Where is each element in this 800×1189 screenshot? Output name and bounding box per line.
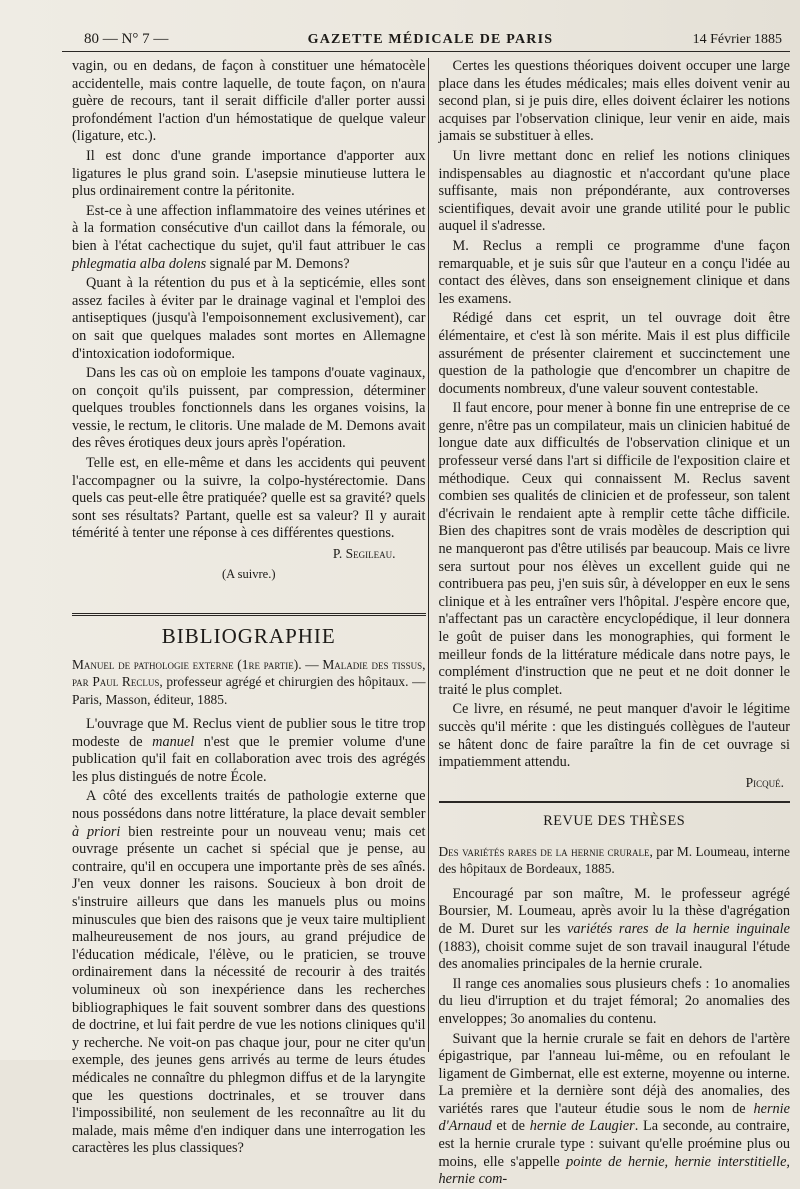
text-run: , par M. Loumeau, interne des hôpitaux de Bordeaux, 1885. <box>438 843 790 877</box>
paragraph: Quant à la rétention du pus et à la septicémie, elles sont assez faciles à éviter par le drainage vaginal et l'emploi des antiseptiques (jusqu'à l'empoisonnement exclusivement), car on sait que quelques malades sont mortes en Allemagne d'intoxication iodoformique. <box>72 275 426 362</box>
page-header <box>62 28 790 52</box>
paragraph: Ce livre, en résumé, ne peut manquer d'avoir le légitime succès qu'il mérite : que les distingués collègues de l'auteur se hâtent donc de faire paraître la fin de cet ouvrage si impatiemment attendu. <box>438 701 790 771</box>
paragraph: Dans les cas où on emploie les tampons d'ouate vaginaux, on conçoit qu'ils puissent, par compression, déterminer quelques troubles fonctionnels dans les organes voisins, la vessie, le rectum, le clitoris. Une malade de M. Demons avait des rêves érotiques deux jours après l'opération. <box>72 365 426 452</box>
section-divider <box>72 613 426 616</box>
italic-term: variétés rares de la hernie inguinale <box>567 920 790 937</box>
reviewer-signature: Picqué. <box>745 774 784 790</box>
section-title-bibliographie: BIBLIOGRAPHIE <box>161 624 336 649</box>
italic-term: à priori <box>72 823 121 840</box>
italic-term: hernie de Laugier <box>529 1118 635 1135</box>
paragraph: Un livre mettant donc en relief les notions cliniques indispensables au diagnostic et n'accordant qu'une place suffisante, mais non prépondérante, aux controverses scientifiques, devait avoir une grande utilité pour le public auquel il s'adresse. <box>438 147 790 235</box>
text-run: L'ouvrage que M. Reclus vient de publier sous le titre trop modeste de <box>72 716 426 750</box>
text-run: , professeur agrégé et chirurgien des hôpitaux. — Paris, Masson, éditeur, 1885. <box>72 674 426 707</box>
text-run: bien restreinte pour un nouveau venu; mais cet ouvrage présente un cachet si spécial que je pense, au contraire, qu'il en occupera une importante près de ses aînés. J'en veux donner les raisons. Soucieux à bon droit de s'instruire ailleurs que dans les manuels plus ou moins minuscules que bien des raisons que je veux taire multiplient malheureusement de nos jours, au grand préjudice de l'éducation médicale, l'élève, ou le praticien, se trouve ordinairement dans la nécessité de recourir à des traités volumineux où son inexpérience dans les recherches bibliographiques le fait souvent sombrer dans des questions de doctrine, et lui fait perdre de vue les notions cliniques qu'il y recherche. Ne voit-on pas chaque jour, pour ne citer qu'un exemple, des jeunes gens arrivés au terme de leurs études médicales ne connaître du phlegmon diffus et de la laryngite que les questions doctrinales, et se trouver dans l'impossibilité, non seulement de les reconnaître au lit du malade, mais même d'en indiquer dans une interrogation les caractères les plus classiques? <box>72 823 426 1157</box>
italic-term: hernie d'Arnaud <box>438 1100 790 1135</box>
text-run: Manuel de pathologie externe (1re partie). — Maladie des tissus, par <box>72 656 426 690</box>
text-run: A côté des excellents traités de pathologie externe que nous possédons dans notre littérature, la place devait sembler <box>72 788 426 822</box>
text-run: . La seconde, au contraire, est la hernie crurale type : suivant qu'elle proémine plus ou moins, elle s'appelle <box>438 1118 790 1170</box>
continued-note: (A suivre.) <box>222 566 276 581</box>
issue-number: N° 7 <box>121 31 150 47</box>
right-column <box>429 52 791 1188</box>
paragraph: Il est donc d'une grande importance d'apporter aux ligatures le plus grand soin. L'asepsie minutieuse luttera le plus ordinairement contre la péritonite. <box>72 147 426 200</box>
columns <box>62 52 790 1188</box>
paragraph <box>72 203 426 273</box>
journal-title: GAZETTE MÉDICALE DE PARIS <box>307 32 554 47</box>
text-run: et de <box>491 1118 530 1135</box>
italic-term: manuel <box>152 733 195 750</box>
book-reference <box>72 656 426 708</box>
paragraph: M. Reclus a rempli ce programme d'une façon remarquable, et je suis sûr que l'auteur en a conçu l'idée au contact des élèves, dans son enseignement clinique et dans les examens. <box>438 237 790 307</box>
text-run: signalé par M. Demons? <box>206 255 350 272</box>
paragraph: Rédigé dans cet esprit, un tel ouvrage doit être élémentaire, et c'est là son mérite. Mais il est plus difficile assurément de présenter clairement et succinctement une question de la pathologie que d'encombrer un chapitre de documents nombreux, d'une valeur souvent contestable. <box>438 310 790 397</box>
section-divider <box>439 801 791 803</box>
page-number-group: 80 — N° 7 — <box>84 31 169 47</box>
text-run: Suivant que la hernie crurale se fait en dehors de l'artère épigastrique, par l'anneau lui-même, ou en refoulant le ligament de Gimbernat, elle est externe, moyenne ou interne. La première et la dernière sont déjà des anomalies, des variétés rares que l'auteur étudie sous le nom de <box>438 1030 790 1117</box>
thesis-reference <box>439 843 791 878</box>
paragraph: Il range ces anomalies sous plusieurs chefs : 1o anomalies du lieu d'irruption et du trajet fémoral; 2o anomalies des enveloppes; 3o anomalies du contenu. <box>438 975 790 1027</box>
paragraph <box>72 788 426 1157</box>
paragraph: Il faut encore, pour mener à bonne fin une entreprise de ce genre, n'être pas un compilateur, mais un clinicien habitué de longue date aux difficultés de l'observation clinique et un professeur versé dans l'art si difficile de l'exposition claire et méthodique. Ceux qui connaissent M. Reclus savent combien ses qualités de clinicien et de professeur, son talent d'écrivain le rendaient apte à remplir cette tâche difficile. Bien des chapitres sont de vrais modèles de description qui ne manqueront pas d'être utilisés par beaucoup. Mais ce livre sera surtout pour nos élèves un excellent guide qui ne contribuera pas peu, j'en suis sûr, à développer en eux le sens clinique et à les entraîner vers l'hôpital. J'espère encore que, n'affectant pas un caractère encyclopédique, il leur donnera le goût de puiser dans les monographies, qui forment le meilleur fonds de la littérature médicale dans notre pays, le complément d'instruction que ne peut et ne doit donner le traité le plus complet. <box>438 400 790 698</box>
paragraph: Telle est, en elle-même et dans les accidents qui peuvent l'accompagner ou la suivre, la colpo-hystérectomie. Dans quels cas peut-elle être pratiquée? quelle est sa gravité? quels sont ses résultats? Partant, quelle est sa valeur? Il y aurait témérité à tenter une réponse à ces différentes questions. <box>72 455 426 542</box>
page-number: 80 <box>84 31 99 47</box>
italic-term: phlegmatia alba dolens <box>72 255 207 272</box>
paragraph <box>72 716 426 786</box>
thesis-title: Des variétés rares de la hernie crurale <box>438 843 650 859</box>
text-run: n'est que le premier volume d'une publication qu'il fait en collaboration avec trois des agrégés les plus distingués de notre École. <box>72 733 426 785</box>
paragraph: Certes les questions théoriques doivent occuper une large place dans les études médicales; mais elles doivent venir au second plan, si je puis dire, elles doivent éclairer les notions acquises par l'observation clinique, leur venir en aide, mais jamais se substituer à elles. <box>438 58 790 145</box>
text-run: Est-ce à une affection inflammatoire des veines utérines et à la formation consécutive d'un caillot dans la fémorale, ou bien à l'état cachectique du sujet, qu'il faut attribuer le cas <box>72 202 426 254</box>
issue-date: 14 Février 1885 <box>692 32 782 47</box>
author-signature: P. Segileau. <box>332 546 396 562</box>
left-column <box>62 52 428 1157</box>
paragraph <box>439 886 791 974</box>
author-name: Paul Reclus <box>92 674 160 690</box>
text-run: (1883), choisit comme sujet de son travail inaugural l'étude des anomalies principales de la hernie crurale. <box>438 938 790 973</box>
paragraph <box>439 1031 791 1189</box>
section-title-revue-des-theses: REVUE DES THÈSES <box>543 813 686 830</box>
paragraph: vagin, ou en dedans, de façon à constituer une hématocèle accidentelle, mais contre laquelle, de toute façon, on n'aura guère de recours, tant il serait difficile d'aller porter aussi profondément l'action d'un hémostatique de quelque valeur (ligature, etc.). <box>72 58 426 145</box>
italic-term: pointe de hernie, hernie interstitielle, hernie com- <box>438 1153 790 1188</box>
text-run: Encouragé par son maître, M. le professeur agrégé Boursier, M. Loumeau, après avoir lu la thèse d'agrégation de M. Duret sur les <box>438 885 790 937</box>
